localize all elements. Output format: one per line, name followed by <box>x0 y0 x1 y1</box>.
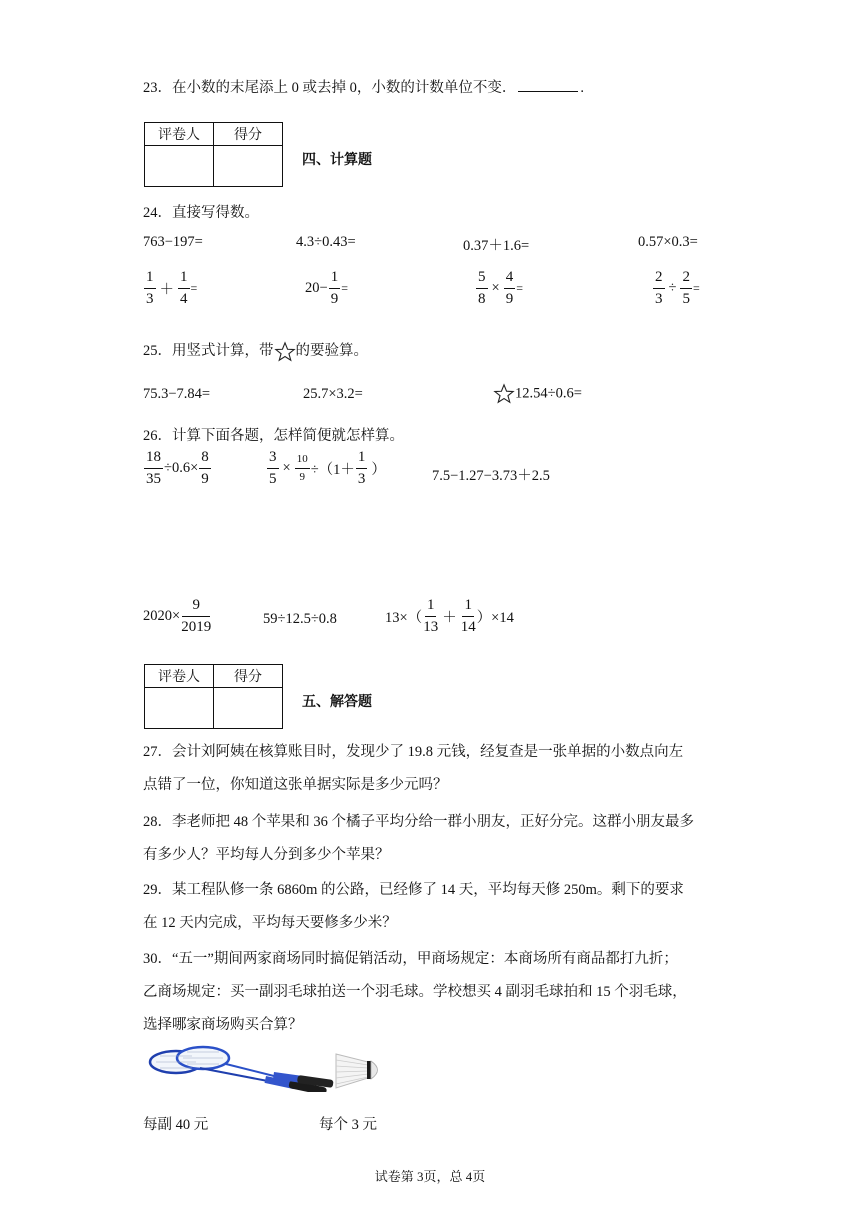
grader-header: 评卷人 <box>145 665 214 688</box>
question-23 <box>143 76 584 97</box>
question-26-title: 26．计算下面各题，怎样简便就怎样算。 <box>143 428 404 444</box>
calc-item: 4.3÷0.43= <box>296 234 356 250</box>
question-28-line: 28．李老师把 48 个苹果和 36 个橘子平均分给一群小朋友，正好分完。这群小朋友最多 <box>143 814 694 830</box>
question-30-line: 30．“五一”期间两家商场同时搞促销活动，甲商场规定：本商场所有商品都打九折； <box>143 951 678 967</box>
question-24-title: 24．直接写得数。 <box>143 205 259 221</box>
question-23-end: . <box>580 80 584 96</box>
question-23-text: 23．在小数的末尾添上 0 或去掉 0，小数的计数单位不变． <box>143 80 517 96</box>
simplify-expr: 13×（ $\frac{1}{13}$ ＋ $\frac{1}{14}$ ）×14 <box>385 597 514 635</box>
section-title: 五、解答题 <box>302 693 372 709</box>
simplify-expr: 2020× $\frac{9}{2019}$ <box>143 597 212 635</box>
grader-cell[interactable] <box>145 146 214 187</box>
star-icon <box>493 383 515 405</box>
racket-price: 每副 40 元 <box>143 1117 209 1133</box>
score-header: 得分 <box>214 123 283 146</box>
calc-item: 0.37＋1.6= <box>463 238 530 254</box>
score-header: 得分 <box>214 665 283 688</box>
answer-blank[interactable] <box>518 77 578 92</box>
question-28-line: 有多少人？平均每人分到多少个苹果？ <box>143 847 390 863</box>
fraction-expr: 20− $\frac{1}{9}$ = <box>305 269 348 307</box>
badminton-racket-image <box>148 1044 338 1092</box>
calc-item: 25.7×3.2= <box>303 386 363 402</box>
question-30-line: 乙商场规定：买一副羽毛球拍送一个羽毛球。学校想买 4 副羽毛球拍和 15 个羽毛球， <box>143 984 687 1000</box>
page-footer: 试卷第 3页，总 4页 <box>374 1169 486 1184</box>
grader-cell[interactable] <box>145 688 214 729</box>
calc-item-check: 12.54÷0.6= <box>493 383 582 405</box>
question-29-line: 在 12 天内完成，平均每天要修多少米？ <box>143 915 397 931</box>
score-cell[interactable] <box>214 146 283 187</box>
grader-header: 评卷人 <box>145 123 214 146</box>
score-table <box>144 664 283 729</box>
simplify-expr: $\frac{3}{5}$ × $\frac{10}{9}$ ÷（1＋ $\frac{1}{3}$ ） <box>269 449 386 487</box>
star-icon <box>274 341 296 363</box>
score-table <box>144 122 283 187</box>
shuttlecock-price: 每个 3 元 <box>319 1117 377 1133</box>
section-title: 四、计算题 <box>302 151 372 167</box>
calc-item: 75.3−7.84= <box>143 386 211 402</box>
question-29-line: 29．某工程队修一条 6860m 的公路，已经修了 14 天，平均每天修 250m。剩下的要求 <box>143 882 684 898</box>
question-27-line: 点错了一位，你知道这张单据实际是多少元吗？ <box>143 777 448 793</box>
question-25-title: 25．用竖式计算，带 的要验算。 <box>143 339 368 363</box>
question-30-line: 选择哪家商场购买合算？ <box>143 1017 303 1033</box>
simplify-expr: $\frac{18}{35}$ ÷0.6× $\frac{8}{9}$ <box>146 449 209 487</box>
calc-item: 763−197= <box>143 234 203 250</box>
calc-item: 0.57×0.3= <box>638 234 698 250</box>
fraction-expr: $\frac{1}{3}$ ＋ $\frac{1}{4}$ = <box>146 269 198 307</box>
shuttlecock-image <box>330 1048 386 1094</box>
score-cell[interactable] <box>214 688 283 729</box>
simplify-expr: 59÷12.5÷0.8 <box>263 611 337 627</box>
simplify-expr: 7.5−1.27−3.73＋2.5 <box>432 468 550 484</box>
fraction-expr: $\frac{5}{8}$ × $\frac{4}{9}$ = <box>478 269 523 307</box>
fraction-expr: $\frac{2}{3}$ ÷ $\frac{2}{5}$ = <box>655 269 700 307</box>
question-27-line: 27．会计刘阿姨在核算账目时，发现少了 19.8 元钱，经复查是一张单据的小数点向左 <box>143 744 684 760</box>
